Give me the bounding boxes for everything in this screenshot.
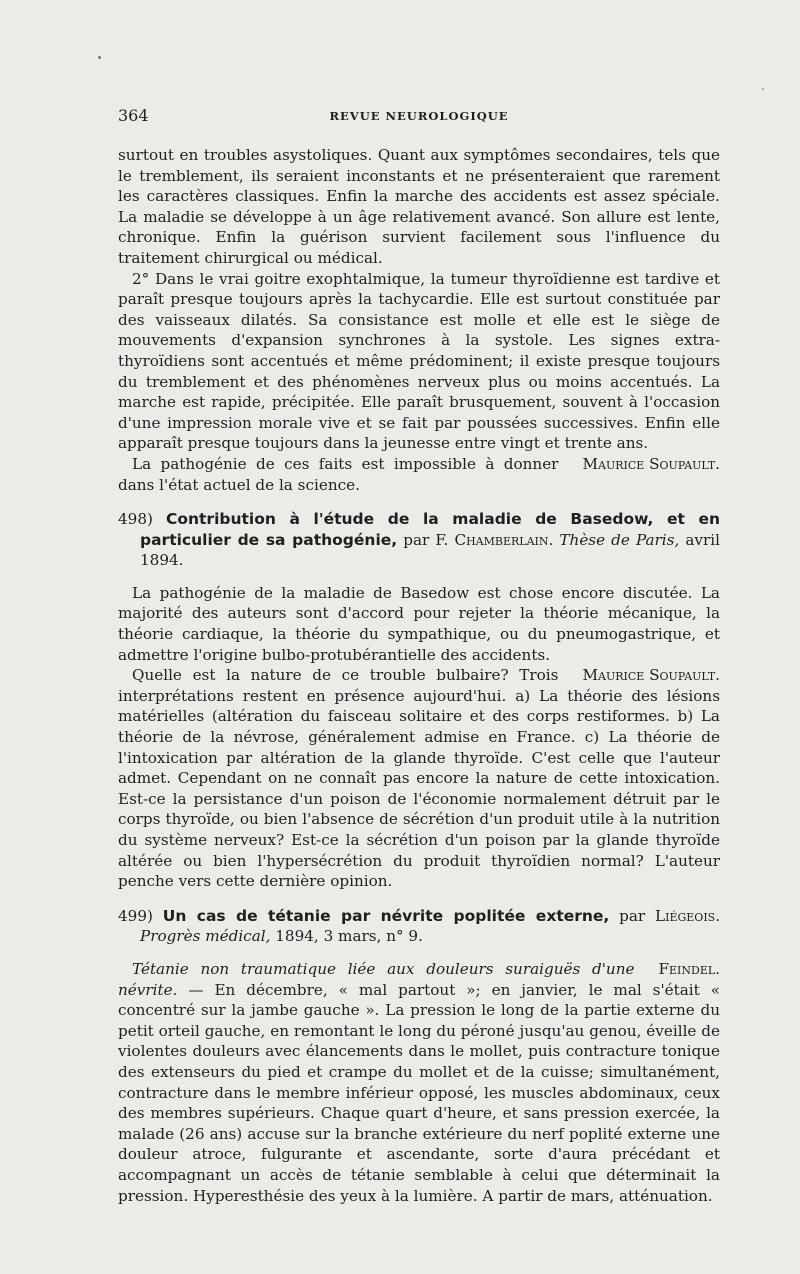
paragraph: surtout en troubles asystoliques. Quant aux symptômes secondaires, tels que le tremblement, ils seraient inconstants et ne présenteraient que rarement les caractères classiques. Enfin la marche des accidents est assez spéciale. La maladie se développe à un âge relativement avancé. Son allure est lente, chronique. Enfin la guérison survient facilement sous l'influence du traitement chirurgical ou médical.	[118, 146, 720, 267]
journal-title: REVUE NEUROLOGIQUE	[329, 109, 509, 123]
entry-number: 498)	[118, 510, 153, 529]
entry-source: Progrès médical,	[140, 927, 271, 946]
paragraph-with-signature: Maurice Soupault. La pathogénie de ces faits est impossible à donner dans l'état actuel de la science.	[118, 454, 720, 494]
page-body	[118, 145, 720, 1206]
signature: Feindel.	[658, 959, 720, 978]
entry-heading-498: 498) Contribution à l'étude de la maladie de Basedow, et en particulier de sa pathogénie, par F. Chamberlain. Thèse de Paris, avril 1894.	[118, 510, 721, 570]
signature: Maurice Soupault.	[582, 454, 720, 473]
entry-lead: Tétanie non traumatique liée aux douleurs suraiguës d'une névrite.	[118, 959, 635, 999]
entry-heading-499: 499) Un cas de tétanie par névrite poplitée externe, par Liégeois. Progrès médical, 1894, 3 mars, n° 9.	[118, 906, 721, 946]
signature: Maurice Soupault.	[582, 666, 720, 685]
entry-author: F. Chamberlain.	[435, 530, 554, 549]
entry-number: 499)	[118, 906, 153, 925]
entry-title: Un cas de tétanie par névrite poplitée externe,	[162, 906, 610, 925]
running-head	[118, 106, 720, 126]
ink-speck	[98, 56, 101, 59]
entry-date: 1894, 3 mars, n° 9.	[275, 927, 423, 946]
paragraph: 2° Dans le vrai goitre exophtalmique, la tumeur thyroïdienne est tardive et paraît presque toujours après la tachycardie. Elle est surtout constituée par des vaisseaux dilatés. Sa consistance est molle et elle est le siège de mouvements d'expansion synchrones à la systole. Les signes extra-thyroïdiens sont accentués et même prédominent; il existe presque toujours du tremblement et des phénomènes nerveux plus ou moins accentués. La marche est rapide, précipitée. Elle paraît brusquement, souvent à l'occasion d'une impression morale vive et se fait par poussées successives. Enfin elle apparaît presque toujours dans la jeunesse entre vingt et trente ans.	[118, 269, 720, 453]
paragraph-with-signature: Maurice Soupault. Quelle est la nature de ce trouble bulbaire? Trois interprétations restent en présence aujourd'hui. a) La théorie des lésions matérielles (altération du faisceau solitaire et des corps restiformes. b) La théorie de la névrose, généralement admise en France. c) La théorie de l'intoxication par altération de la glande thyroïde. C'est celle que l'auteur admet. Cependant on ne connaît pas encore la nature de cette intoxication. Est-ce la persistance d'un poison de l'économie normalement détruit par le corps thyroïde, ou bien l'absence de sécrétion d'un produit utile à la nutrition du système nerveux? Est-ce la sécrétion d'un poison par la glande thyroïde altérée ou bien l'hypersécrétion du produit thyroïdien normal? L'auteur penche vers cette dernière opinion.	[118, 666, 720, 891]
entry-source: Thèse de Paris,	[559, 530, 680, 549]
paragraph: La pathogénie de la maladie de Basedow est chose encore discutée. La majorité des auteurs sont d'accord pour rejeter la théorie mécanique, la théorie cardiaque, la théorie du sympathique, ou du pneumogastrique, et admettre l'origine bulbo-protubérantielle des accidents.	[118, 583, 720, 664]
entry-author: Liégeois.	[655, 906, 721, 925]
ink-speck	[762, 88, 764, 90]
paragraph-with-signature: Feindel. Tétanie non traumatique liée aux douleurs suraiguës d'une névrite. — En décembre, « mal partout »; en janvier, le mal s'était « concentré sur la jambe gauche ». La pression le long de la partie externe du petit orteil gauche, en remontant le long du péroné jusqu'au genou, éveille de violentes douleurs avec élancements dans le mollet, puis contracture tonique des extenseurs du pied et crampe du mollet et de la cuisse; simultanément, contracture dans le membre inférieur opposé, les muscles abdominaux, ceux des membres supérieurs. Chaque quart d'heure, et sans pression exercée, la malade (26 ans) accuse sur la branche extérieure du nerf poplité externe une douleur atroce, fulgurante et ascendante, sorte d'aura précédant et accompagnant un accès de tétanie semblable à celui que déterminait la pression. Hyperesthésie des yeux à la lumière. A partir de mars, atténuation.	[118, 959, 720, 1205]
page-number: 364	[118, 106, 149, 125]
entry-title: Contribution à l'étude de la maladie de Basedow, et en particulier de sa pathogénie,	[140, 510, 721, 549]
entry-date: avril 1894.	[140, 530, 720, 570]
